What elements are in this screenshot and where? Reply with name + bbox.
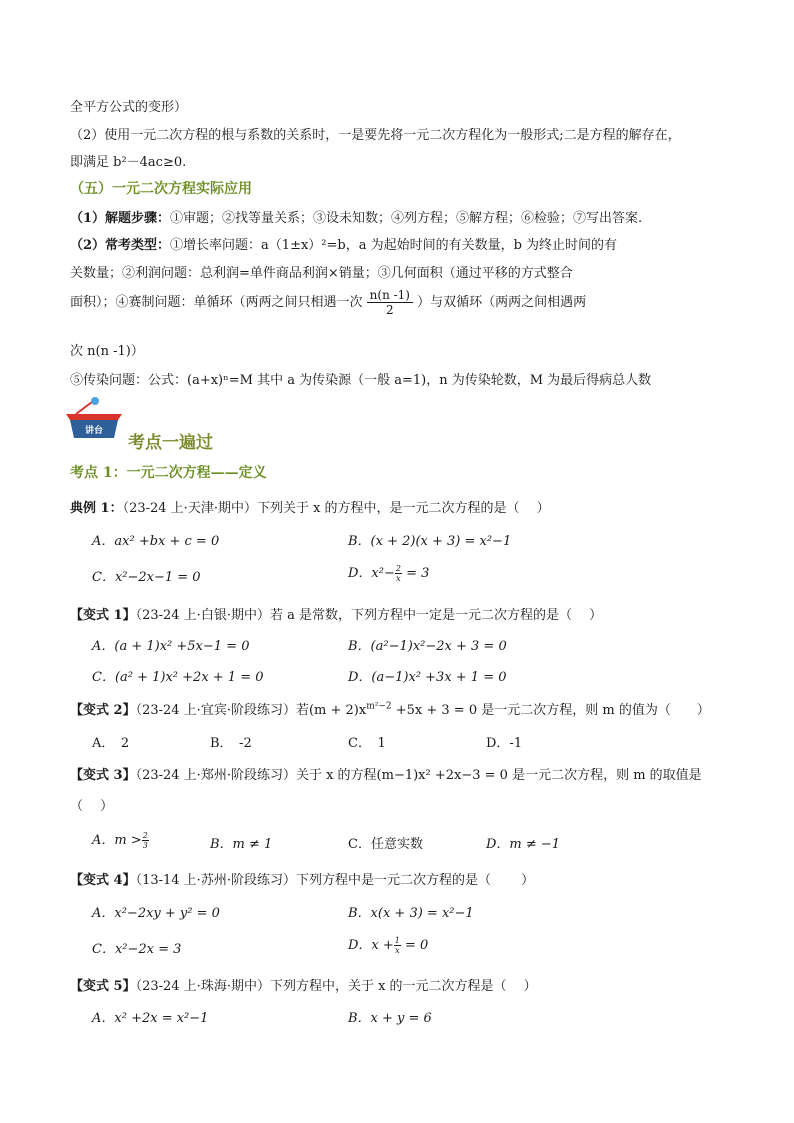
option-text: D．x + bbox=[348, 938, 394, 953]
question-label: 典例 1： bbox=[70, 501, 123, 516]
types-label: （2）常考类型： bbox=[70, 238, 171, 253]
question-stem bbox=[70, 975, 537, 994]
question-stem bbox=[70, 604, 602, 623]
podium-label: 讲台 bbox=[84, 426, 104, 436]
option-a: A． 2 bbox=[92, 736, 130, 751]
question-text: （23-24 上·郑州·阶段练习）关于 x 的方程(m−1)x² +2x−3 = 0 是一元二次方程，则 m 的取值是 bbox=[135, 768, 702, 783]
option-text: = 0 bbox=[400, 938, 429, 953]
question-label: 【变式 5】 bbox=[70, 979, 136, 994]
podium-icon bbox=[62, 394, 132, 444]
types-text: ）与双循环（两两之间相遇两 bbox=[417, 295, 587, 310]
text-line: 即满足 b²－4ac≥0. bbox=[70, 155, 187, 170]
question-stem bbox=[70, 764, 702, 783]
option-d bbox=[348, 934, 428, 955]
option-a bbox=[92, 829, 149, 850]
types-line-2: 关数量；②利润问题：总利润=单件商品利润×销量；③几何面积（通过平移的方式整合 bbox=[70, 266, 573, 281]
types-text: ①增长率问题：a（1±x）²=b，a 为起始时间的有关数量，b 为终止时间的有 bbox=[170, 238, 618, 253]
option-b: B．(a²−1)x²−2x + 3 = 0 bbox=[348, 639, 507, 654]
option-c: C． 1 bbox=[348, 736, 386, 751]
option-b: B．m ≠ 1 bbox=[210, 837, 273, 852]
exponent: m²−2 bbox=[366, 701, 392, 712]
question-text: （13-14 上·苏州·阶段练习）下列方程中是一元二次方程的是（ ） bbox=[135, 873, 535, 888]
question-stem bbox=[70, 497, 550, 516]
fraction-numerator: 2 bbox=[395, 564, 401, 573]
fraction bbox=[395, 564, 402, 583]
question-stem bbox=[70, 699, 710, 718]
option-a: A．x² +2x = x²−1 bbox=[92, 1011, 209, 1026]
fraction-numerator: 2 bbox=[142, 831, 148, 840]
fraction-numerator: n(n -1) bbox=[367, 288, 413, 303]
question-paren: （ ） bbox=[70, 799, 114, 814]
option-c: C．任意实数 bbox=[348, 837, 423, 852]
kaodian-title: 考点 1：一元二次方程——定义 bbox=[70, 465, 267, 481]
fraction bbox=[142, 831, 149, 850]
option-b: B．x + y = 6 bbox=[348, 1011, 432, 1026]
question-text: （23-24 上·天津·期中）下列关于 x 的方程中，是一元二次方程的是（ ） bbox=[122, 501, 550, 516]
fraction-denominator: x bbox=[395, 946, 400, 955]
option-text: = 3 bbox=[401, 566, 430, 581]
fraction-denominator: 3 bbox=[142, 841, 148, 850]
text-line: 全平方公式的变形） bbox=[70, 100, 188, 115]
types-line-3 bbox=[70, 288, 586, 317]
fraction bbox=[394, 936, 401, 955]
option-a: A．ax² +bx + c = 0 bbox=[92, 534, 220, 549]
option-c: C．(a² + 1)x² +2x + 1 = 0 bbox=[92, 670, 264, 685]
steps-line bbox=[70, 207, 642, 226]
question-text: +5x + 3 = 0 是一元二次方程，则 m 的值为（ ） bbox=[391, 703, 710, 718]
question-stem bbox=[70, 869, 534, 888]
fraction-denominator: x bbox=[396, 574, 401, 583]
types-line-4: 次 n(n -1)） bbox=[70, 344, 144, 359]
types-line-5: ⑤传染问题：公式：(a+x)ⁿ=M 其中 a 为传染源（一般 a=1)，n 为传染轮数，M 为最后得病总人数 bbox=[70, 373, 652, 388]
option-d: D．(a−1)x² +3x + 1 = 0 bbox=[348, 670, 507, 685]
fraction-numerator: 1 bbox=[394, 936, 400, 945]
question-label: 【变式 1】 bbox=[70, 608, 136, 623]
text-line: （2）使用一元二次方程的根与系数的关系时，一是要先将一元二次方程化为一般形式;二是方程的解存在， bbox=[70, 128, 681, 143]
option-b: B．(x + 2)(x + 3) = x²−1 bbox=[348, 534, 512, 549]
option-a: A．x²−2xy + y² = 0 bbox=[92, 906, 220, 921]
question-label: 【变式 2】 bbox=[70, 703, 136, 718]
question-text: （23-24 上·宜宾·阶段练习）若(m + 2)x bbox=[135, 703, 367, 718]
option-d: D．-1 bbox=[486, 736, 523, 751]
option-c: C．x²−2x−1 = 0 bbox=[92, 570, 201, 585]
option-d bbox=[348, 562, 429, 583]
option-b: B．x(x + 3) = x²−1 bbox=[348, 906, 474, 921]
question-text: （23-24 上·白银·期中）若 a 是常数，下列方程中一定是一元二次方程的是（ ） bbox=[135, 608, 603, 623]
option-text: A．m > bbox=[92, 833, 142, 848]
option-d: D．m ≠ −1 bbox=[486, 837, 561, 852]
banner-title: 考点一遍过 bbox=[128, 433, 213, 453]
types-line-1 bbox=[70, 234, 617, 253]
steps-text: ①审题；②找等量关系；③设未知数；④列方程；⑤解方程；⑥检验；⑦写出答案. bbox=[170, 211, 643, 226]
question-label: 【变式 3】 bbox=[70, 768, 136, 783]
types-text: 面积）；④赛制问题：单循环（两两之间只相遇一次 bbox=[70, 295, 363, 310]
question-text: （23-24 上·珠海·期中）下列方程中，关于 x 的一元二次方程是（ ） bbox=[135, 979, 537, 994]
steps-label: （1）解题步骤： bbox=[70, 211, 171, 226]
fraction-denominator: 2 bbox=[386, 303, 394, 317]
option-c: C．x²−2x = 3 bbox=[92, 942, 182, 957]
option-a: A．(a + 1)x² +5x−1 = 0 bbox=[92, 639, 250, 654]
option-text: D．x²− bbox=[348, 566, 395, 581]
option-b: B． -2 bbox=[210, 736, 252, 751]
section-heading: （五）一元二次方程实际应用 bbox=[70, 181, 252, 197]
fraction bbox=[367, 288, 413, 317]
question-label: 【变式 4】 bbox=[70, 873, 136, 888]
